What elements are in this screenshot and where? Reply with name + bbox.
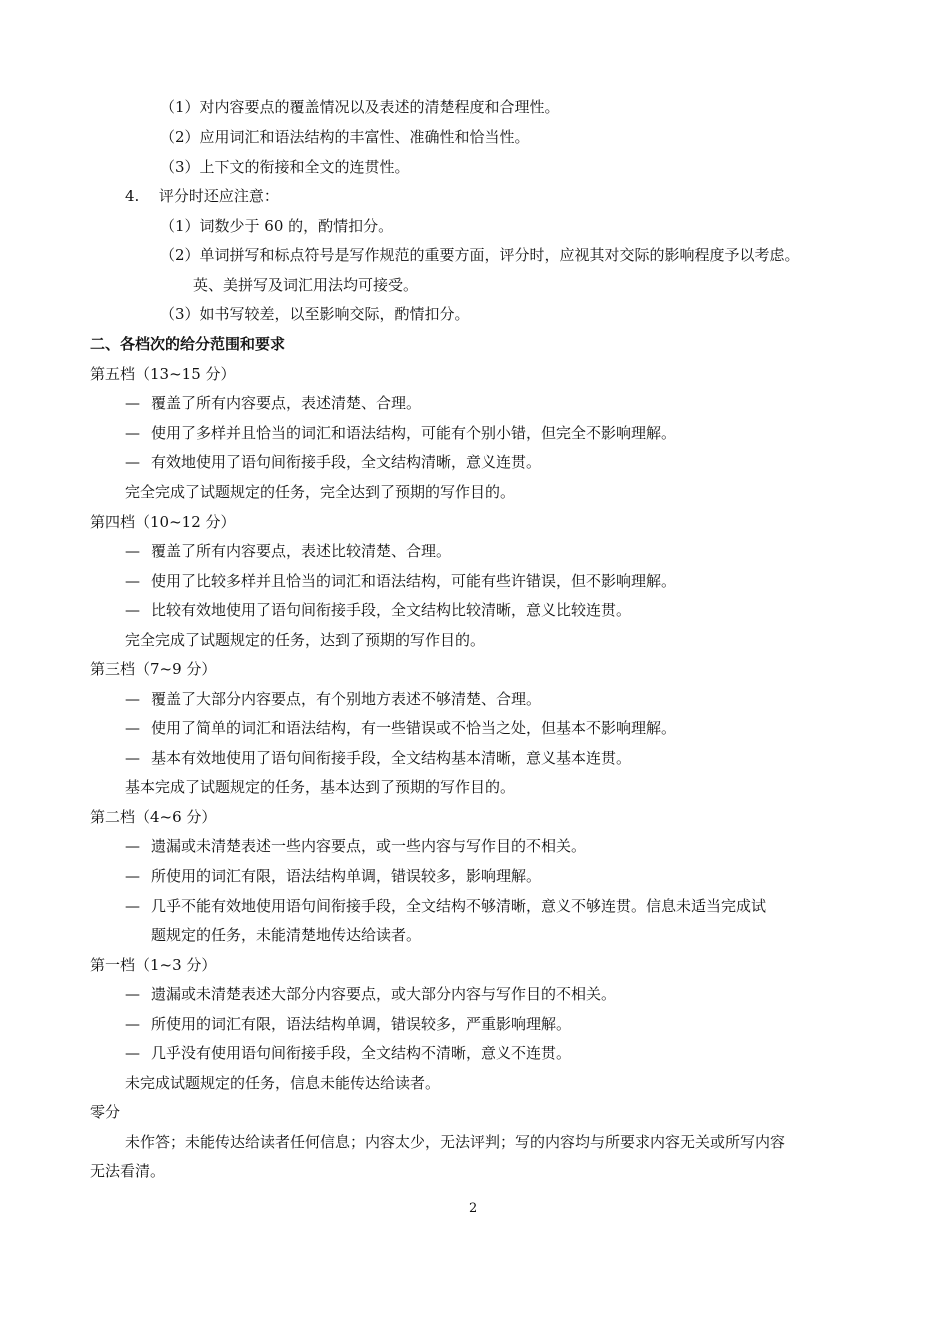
dash-symbol: — (125, 749, 140, 767)
grade-item-text: 遗漏或未清楚表述一些内容要点，或一些内容与写作目的不相关。 (151, 837, 587, 855)
grade-1-summary: 未完成试题规定的任务，信息未能传达给读者。 (125, 1074, 441, 1092)
grade-4-item-1 (125, 541, 451, 561)
page-number: 2 (469, 1201, 478, 1216)
grade-2-item-1 (125, 836, 586, 856)
criterion-2: （2）应用词汇和语法结构的丰富性、准确性和恰当性。 (160, 128, 530, 146)
grade-item-text: 遗漏或未清楚表述大部分内容要点，或大部分内容与写作目的不相关。 (151, 985, 617, 1003)
grade-5-item-3 (125, 452, 541, 472)
dash-symbol: — (125, 985, 140, 1003)
dash-symbol: — (125, 719, 140, 737)
grade-1-item-2 (125, 1014, 571, 1034)
grade-1-item-3 (125, 1043, 571, 1063)
grade-1-title: 第一档（1~3 分） (90, 956, 217, 974)
grade-item-text: 所使用的词汇有限，语法结构单调，错误较多，严重影响理解。 (151, 1015, 572, 1033)
grade-1-item-1 (125, 984, 616, 1004)
grade-item-text: 覆盖了所有内容要点，表述比较清楚、合理。 (151, 542, 452, 560)
grade-5-item-2 (125, 423, 676, 443)
zero-text-line-1: 未作答；未能传达给读者任何信息；内容太少，无法评判；写的内容均与所要求内容无关或所写内容 (125, 1133, 786, 1151)
note-1: （1）词数少于 60 的，酌情扣分。 (160, 217, 394, 235)
note-2: （2）单词拼写和标点符号是写作规范的重要方面，评分时，应视其对交际的影响程度予以考虑。 (160, 246, 800, 264)
item-4-number: 4. (125, 187, 140, 205)
grade-3-item-1 (125, 689, 541, 709)
dash-symbol: — (125, 453, 140, 471)
grade-4-item-2 (125, 571, 676, 591)
dash-symbol: — (125, 897, 140, 915)
grade-3-summary: 基本完成了试题规定的任务，基本达到了预期的写作目的。 (125, 778, 516, 796)
dash-symbol: — (125, 542, 140, 560)
zero-title: 零分 (90, 1103, 121, 1121)
grade-4-title: 第四档（10~12 分） (90, 513, 236, 531)
note-3: （3）如书写较差，以至影响交际，酌情扣分。 (160, 305, 470, 323)
grade-item-text: 基本有效地使用了语句间衔接手段，全文结构基本清晰，意义基本连贯。 (151, 749, 632, 767)
dash-symbol: — (125, 1015, 140, 1033)
grade-item-text: 几乎不能有效地使用语句间衔接手段，全文结构不够清晰，意义不够连贯。信息未适当完成试 (151, 897, 767, 915)
dash-symbol: — (125, 690, 140, 708)
grade-3-item-2 (125, 718, 676, 738)
grade-2-item-2 (125, 866, 541, 886)
note-2-continuation: 英、美拼写及词汇用法均可接受。 (193, 276, 419, 294)
grade-item-text: 覆盖了所有内容要点，表述清楚、合理。 (151, 394, 422, 412)
dash-symbol: — (125, 424, 140, 442)
grade-item-text: 有效地使用了语句间衔接手段，全文结构清晰，意义连贯。 (151, 453, 542, 471)
grade-3-item-3 (125, 748, 631, 768)
dash-symbol: — (125, 601, 140, 619)
grade-4-item-3 (125, 600, 631, 620)
grade-item-text: 覆盖了大部分内容要点，有个别地方表述不够清楚、合理。 (151, 690, 542, 708)
grade-item-text: 所使用的词汇有限，语法结构单调，错误较多，影响理解。 (151, 867, 542, 885)
grade-5-title: 第五档（13~15 分） (90, 365, 236, 383)
grade-item-text: 比较有效地使用了语句间衔接手段，全文结构比较清晰，意义比较连贯。 (151, 601, 632, 619)
grade-4-summary: 完全完成了试题规定的任务，达到了预期的写作目的。 (125, 631, 486, 649)
grade-item-text: 使用了比较多样并且恰当的词汇和语法结构，可能有些许错误，但不影响理解。 (151, 572, 677, 590)
criterion-1: （1）对内容要点的覆盖情况以及表述的清楚程度和合理性。 (160, 98, 560, 116)
dash-symbol: — (125, 837, 140, 855)
grade-5-item-1 (125, 393, 421, 413)
dash-symbol: — (125, 1044, 140, 1062)
grade-item-text: 使用了简单的词汇和语法结构，有一些错误或不恰当之处，但基本不影响理解。 (151, 719, 677, 737)
grade-2-item-3 (125, 896, 766, 916)
grade-2-item-3-continuation: 题规定的任务，未能清楚地传达给读者。 (151, 926, 422, 944)
dash-symbol: — (125, 867, 140, 885)
criterion-3: （3）上下文的衔接和全文的连贯性。 (160, 158, 410, 176)
dash-symbol: — (125, 572, 140, 590)
dash-symbol: — (125, 394, 140, 412)
grade-2-title: 第二档（4~6 分） (90, 808, 217, 826)
grade-5-summary: 完全完成了试题规定的任务，完全达到了预期的写作目的。 (125, 483, 516, 501)
item-4-heading (125, 186, 279, 206)
grade-3-title: 第三档（7~9 分） (90, 660, 217, 678)
item-4-title: 评分时还应注意： (158, 187, 279, 205)
section-heading: 二、各档次的给分范围和要求 (90, 335, 286, 353)
grade-item-text: 几乎没有使用语句间衔接手段，全文结构不清晰，意义不连贯。 (151, 1044, 572, 1062)
zero-text-line-2: 无法看清。 (90, 1162, 166, 1180)
grade-item-text: 使用了多样并且恰当的词汇和语法结构，可能有个别小错，但完全不影响理解。 (151, 424, 677, 442)
